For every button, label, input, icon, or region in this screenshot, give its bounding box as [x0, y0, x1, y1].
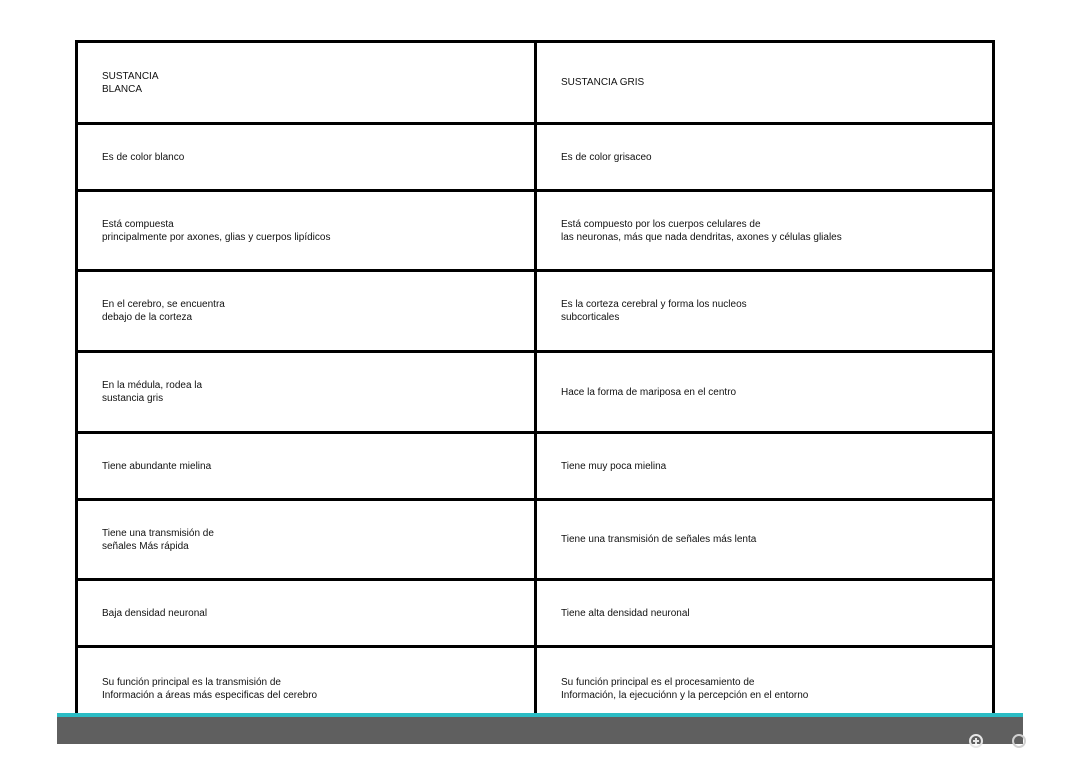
table-cell: Tiene una transmisión de señales Más rápida	[78, 501, 537, 581]
table-cell: Su función principal es la transmisión de Información a áreas más especificas del cerebro	[78, 648, 537, 725]
table-cell: Está compuesto por los cuerpos celulares de las neuronas, más que nada dendritas, axones y células gliales	[537, 192, 995, 272]
table-cell: Su función principal es el procesamiento de Información, la ejecuciónn y la percepción en el entorno	[561, 677, 809, 701]
viewer-toolbar	[57, 713, 1023, 744]
table-cell: En el cerebro, se encuentra debajo de la corteza	[78, 272, 537, 353]
table-cell-header-left: SUSTANCIA BLANCA	[78, 43, 537, 125]
comparison-table	[75, 40, 995, 725]
table-cell: Hace la forma de mariposa en el centro	[537, 353, 995, 434]
zoom-in-icon[interactable]	[969, 734, 983, 748]
table-cell: Tiene muy poca mielina	[537, 434, 995, 501]
table-cell: Está compuesta principalmente por axones, glias y cuerpos lipídicos	[78, 192, 537, 272]
table-cell: Es la corteza cerebral y forma los nucleos subcorticales	[537, 272, 995, 353]
table-cell: En la médula, rodea la sustancia gris	[78, 353, 537, 434]
table-cell: Tiene alta densidad neuronal	[537, 581, 995, 648]
table-cell: Es de color blanco	[78, 125, 537, 192]
table-cell: Es de color grisaceo	[537, 125, 995, 192]
table-cell-header-right: SUSTANCIA GRIS	[537, 43, 995, 125]
table-cell: Tiene abundante mielina	[78, 434, 537, 501]
zoom-out-icon[interactable]	[1012, 734, 1026, 748]
table-cell: Tiene una transmisión de señales más lenta	[537, 501, 995, 581]
toolbar-accent-line	[57, 713, 1023, 717]
table-cell: Baja densidad neuronal	[78, 581, 537, 648]
